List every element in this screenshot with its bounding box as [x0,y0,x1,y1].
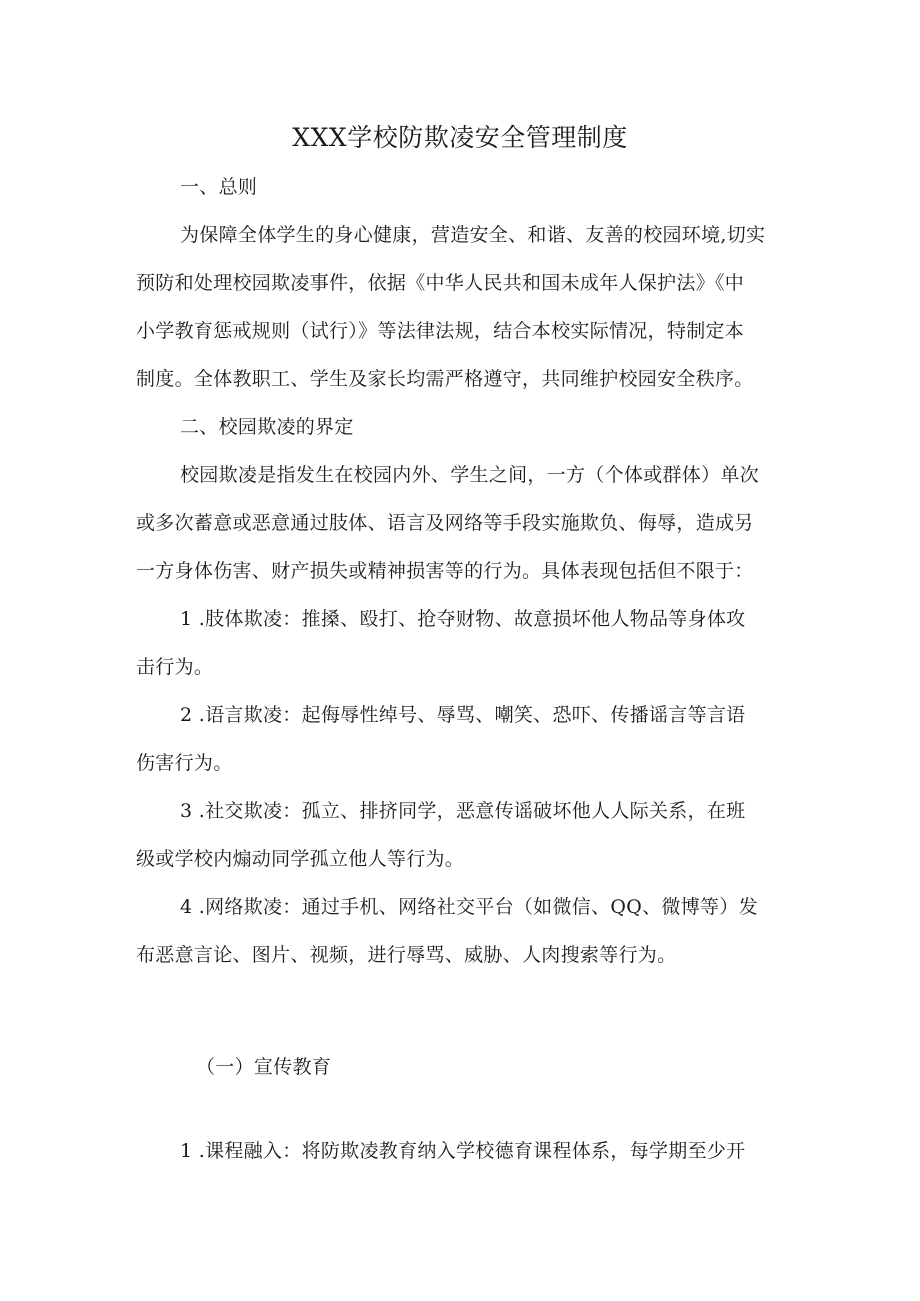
subsection-heading-education: （一）宣传教育 [196,1056,332,1078]
list-item-continuation: 伤害行为。 [136,752,233,774]
list-item-physical: 1 .肢体欺凌：推搡、殴打、抢夺财物、故意损坏他人物品等身体攻 [180,608,746,630]
list-item-social: 3 .社交欺凌：孤立、排挤同学，恶意传谣破坏他人人际关系，在班 [180,800,746,822]
paragraph-line: 小学教育惩戒规则（试行）》等法律法规，结合本校实际情况，特制定本 [136,320,745,342]
section-heading-definition: 二、校园欺凌的界定 [180,416,354,438]
list-item-continuation: 击行为。 [136,656,214,678]
section-heading-general: 一、总则 [180,176,258,198]
paragraph-line: 为保障全体学生的身心健康，营造安全、和谐、友善的校园环境,切实 [180,224,766,246]
paragraph-line: 一方身体伤害、财产损失或精神损害等的行为。具体表现包括但不限于： [136,560,754,582]
list-item-verbal: 2 .语言欺凌：起侮辱性绰号、辱骂、嘲笑、恐吓、传播谣言等言语 [180,704,746,726]
document-title: XXX学校防欺凌安全管理制度 [292,123,628,152]
paragraph-line: 校园欺凌是指发生在校园内外、学生之间，一方（个体或群体）单次 [180,464,760,486]
list-item-continuation: 级或学校内煽动同学孤立他人等行为。 [136,848,465,870]
list-item-curriculum: 1 .课程融入：将防欺凌教育纳入学校德育课程体系，每学期至少开 [180,1140,746,1162]
paragraph-line: 预防和处理校园欺凌事件，依据《中华人民共和国未成年人保护法》《中 [136,272,745,294]
list-item-cyber: 4 .网络欺凌：通过手机、网络社交平台（如微信、QQ、微博等）发 [180,896,758,918]
list-item-continuation: 布恶意言论、图片、视频，进行辱骂、威胁、人肉搜索等行为。 [136,944,677,966]
paragraph-line: 制度。全体教职工、学生及家长均需严格遵守，共同维护校园安全秩序。 [136,368,754,390]
paragraph-line: 或多次蓄意或恶意通过肢体、语言及网络等手段实施欺负、侮辱，造成另 [136,512,754,534]
